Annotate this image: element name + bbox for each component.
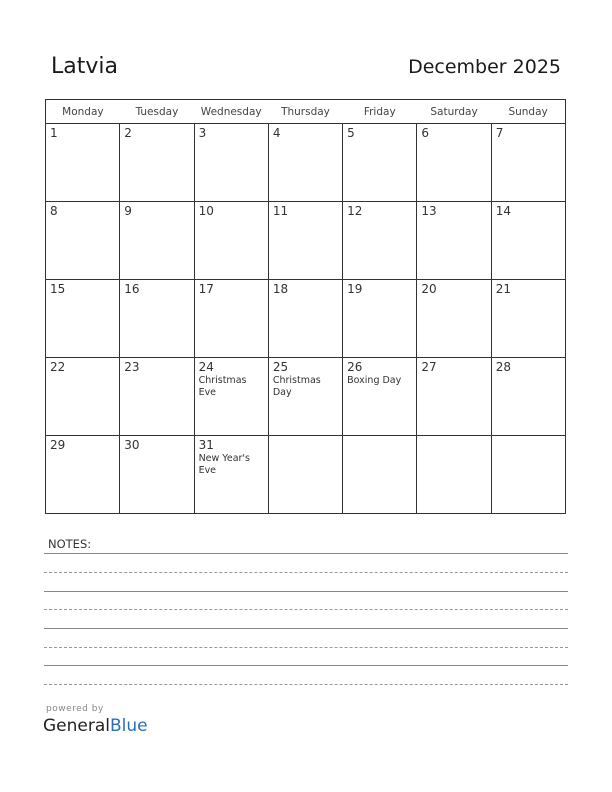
holiday-label: New Year's Eve (198, 453, 250, 476)
weekday-header: Thursday (268, 100, 342, 124)
day-number: 9 (124, 204, 132, 218)
calendar-day-cell (120, 124, 194, 202)
note-line (44, 665, 568, 666)
calendar-day-cell (417, 436, 491, 514)
day-number: 4 (272, 126, 281, 140)
calendar-day-cell (268, 280, 342, 358)
calendar-day-cell (343, 358, 417, 436)
note-line (44, 628, 568, 629)
brand-general: General (43, 716, 110, 736)
weekday-header: Saturday (417, 100, 491, 124)
day-number: 14 (495, 204, 511, 218)
calendar-week-row (46, 124, 566, 202)
day-number: 24 (198, 360, 214, 374)
calendar-day-cell (491, 202, 565, 280)
day-number: 26 (347, 360, 363, 374)
calendar-day-cell (120, 358, 194, 436)
day-number: 10 (198, 204, 214, 218)
note-line (44, 647, 568, 648)
day-number: 30 (124, 438, 140, 452)
day-number: 17 (198, 282, 214, 296)
holiday-label: Christmas Day (272, 375, 321, 398)
brand-blue: Blue (110, 716, 148, 736)
calendar-week-row (46, 202, 566, 280)
day-number: 27 (421, 360, 437, 374)
calendar-day-cell (268, 202, 342, 280)
day-number: 8 (50, 204, 58, 218)
weekday-header: Tuesday (120, 100, 194, 124)
day-number: 13 (421, 204, 437, 218)
country-title: Latvia (51, 54, 118, 79)
calendar-day-cell (46, 436, 120, 514)
day-number: 29 (50, 438, 66, 452)
calendar-day-cell (120, 202, 194, 280)
calendar-day-cell (194, 124, 268, 202)
weekday-header-row (46, 100, 566, 124)
powered-by-text: powered by (46, 704, 104, 714)
calendar-day-cell (343, 202, 417, 280)
calendar-day-cell (268, 358, 342, 436)
note-line (44, 684, 568, 685)
holiday-label: Boxing Day (347, 375, 402, 386)
calendar-day-cell (120, 280, 194, 358)
holiday-label: Christmas Eve (198, 375, 247, 398)
day-number: 22 (50, 360, 66, 374)
calendar-week-row (46, 280, 566, 358)
note-line (44, 591, 568, 592)
month-year-title: December 2025 (408, 56, 561, 78)
day-number: 28 (495, 360, 511, 374)
notes-label: NOTES: (48, 537, 92, 551)
day-number: 1 (50, 126, 58, 140)
calendar-day-cell (491, 436, 565, 514)
calendar-day-cell (343, 436, 417, 514)
calendar-day-cell (194, 202, 268, 280)
calendar-grid (45, 99, 566, 514)
day-number: 6 (421, 126, 430, 140)
day-number: 23 (124, 360, 140, 374)
day-number: 25 (272, 360, 289, 374)
calendar-day-cell (46, 202, 120, 280)
calendar-day-cell (46, 358, 120, 436)
calendar-day-cell (194, 436, 268, 514)
calendar-day-cell (194, 280, 268, 358)
day-number: 18 (272, 282, 289, 296)
calendar-day-cell (120, 436, 194, 514)
calendar-day-cell (343, 124, 417, 202)
note-line (44, 572, 568, 573)
day-number: 16 (124, 282, 140, 296)
day-number: 31 (198, 438, 214, 452)
calendar-day-cell (491, 358, 565, 436)
brand-logo (43, 716, 148, 736)
day-number: 11 (272, 204, 289, 218)
calendar-day-cell (268, 124, 342, 202)
note-line (44, 609, 568, 610)
day-number: 19 (347, 282, 363, 296)
calendar-day-cell (417, 124, 491, 202)
calendar-day-cell (491, 124, 565, 202)
day-number: 21 (495, 282, 511, 296)
calendar-day-cell (268, 436, 342, 514)
calendar-day-cell (46, 280, 120, 358)
calendar-body (46, 124, 566, 514)
day-number: 2 (124, 126, 132, 140)
day-number: 7 (495, 126, 504, 140)
calendar-day-cell (417, 280, 491, 358)
calendar-day-cell (417, 358, 491, 436)
weekday-header: Monday (46, 100, 120, 124)
calendar-day-cell (194, 358, 268, 436)
weekday-header: Sunday (491, 100, 565, 124)
weekday-header: Wednesday (194, 100, 268, 124)
calendar-day-cell (343, 280, 417, 358)
day-number: 15 (50, 282, 66, 296)
calendar-day-cell (491, 280, 565, 358)
day-number: 3 (198, 126, 207, 140)
note-line (44, 553, 568, 554)
weekday-header: Friday (343, 100, 417, 124)
calendar-day-cell (46, 124, 120, 202)
day-number: 20 (421, 282, 437, 296)
day-number: 5 (347, 126, 355, 140)
calendar-week-row (46, 436, 566, 514)
day-number: 12 (347, 204, 363, 218)
calendar-week-row (46, 358, 566, 436)
calendar-day-cell (417, 202, 491, 280)
